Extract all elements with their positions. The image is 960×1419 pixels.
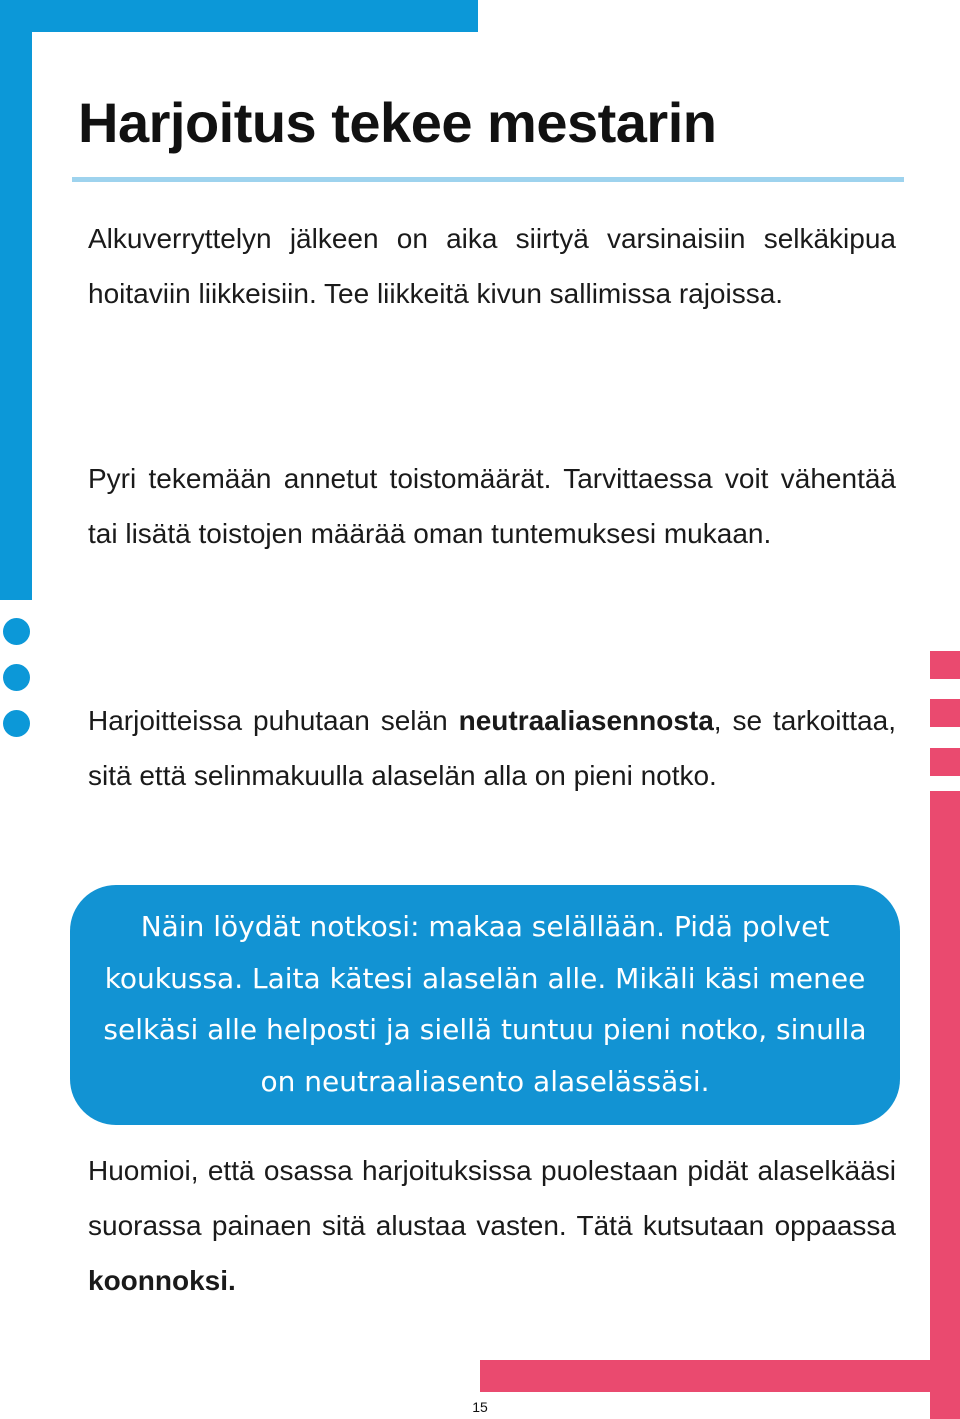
title-underline bbox=[72, 177, 904, 182]
decor-pink-right-bar bbox=[930, 791, 960, 1419]
paragraph-repetitions: Pyri tekemään annetut toistomäärät. Tarvittaessa voit vähentää tai lisätä toistojen määrää oman tuntemuksesi mukaan. bbox=[88, 463, 896, 549]
decor-blue-top-bar bbox=[0, 0, 478, 32]
info-box-text: Näin löydät notkosi: makaa selällään. Pidä polvet koukussa. Laita kätesi alaselän alle. Mikäli käsi menee selkäsi alle helposti ja siellä tuntuu pieni notko, sinulla on neutraaliasento alaselässäsi. bbox=[103, 910, 867, 1098]
decor-blue-dot bbox=[3, 664, 30, 691]
decor-pink-square bbox=[930, 699, 960, 727]
paragraph-neutral-position bbox=[88, 693, 896, 803]
emphasis-term: koonnoksi. bbox=[88, 1265, 236, 1296]
paragraph-text: Huomioi, että osassa harjoituksissa puolestaan pidät alaselkääsi suorassa painaen sitä alustaa vasten. Tätä kutsutaan oppaassa bbox=[88, 1155, 896, 1241]
decor-pink-square bbox=[930, 651, 960, 679]
decor-blue-dot bbox=[3, 618, 30, 645]
emphasis-term: neutraaliasennosta bbox=[458, 705, 714, 736]
decor-blue-dot bbox=[3, 710, 30, 737]
paragraph-bracing bbox=[88, 1143, 896, 1308]
paragraph-warmup: Alkuverryttelyn jälkeen on aika siirtyä varsinaisiin selkäkipua hoitaviin liikkeisiin. Tee liikkeitä kivun sallimissa rajoissa. bbox=[88, 223, 896, 309]
page-number: 15 bbox=[472, 1399, 488, 1415]
decor-pink-square bbox=[930, 748, 960, 776]
page-title: Harjoitus tekee mestarin bbox=[78, 91, 717, 154]
paragraph-text: Harjoitteissa puhutaan selän bbox=[88, 705, 459, 736]
paragraph-text: , se tarkoittaa, sitä että selinmakuulla alaselän alla on pieni notko. bbox=[88, 705, 896, 791]
decor-pink-bottom-bar bbox=[480, 1360, 960, 1392]
decor-blue-left-bar bbox=[0, 0, 32, 600]
